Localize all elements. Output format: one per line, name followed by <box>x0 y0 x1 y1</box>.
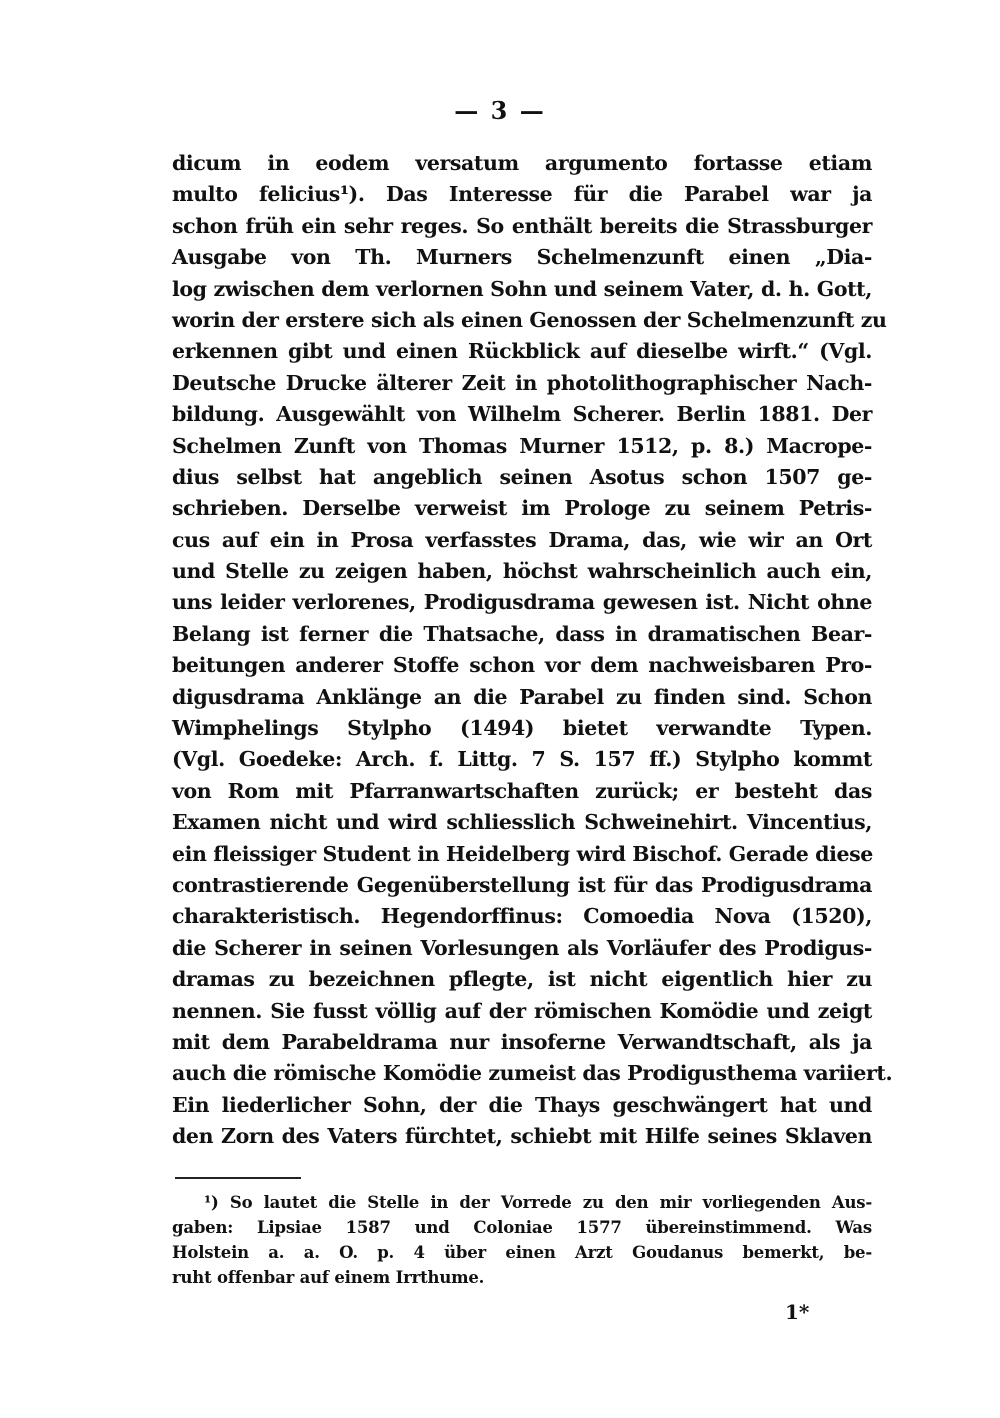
text-line: uns leider verlorenes, Prodigusdrama gewesen ist. Nicht ohne <box>172 590 872 615</box>
text-line: mit dem Parabeldrama nur insoferne Verwandtschaft, als ja <box>172 1029 872 1054</box>
text-line: Wimphelings Stylpho (1494) bietet verwandte Typen. <box>172 716 872 741</box>
text-line: nennen. Sie fusst völlig auf der römischen Komödie und zeigt <box>172 998 872 1023</box>
text-line: (Vgl. Goedeke: Arch. f. Littg. 7 S. 157 ff.) Stylpho kommt <box>172 747 872 772</box>
text-line: Schelmen Zunft von Thomas Murner 1512, p. 8.) Macrope- <box>172 433 872 458</box>
footnote-line: Holstein a. a. O. p. 4 über einen Arzt Goudanus bemerkt, be- <box>172 1243 872 1262</box>
text-line: beitungen anderer Stoffe schon vor dem nachweisbaren Pro- <box>172 653 872 678</box>
text-line: Ein liederlicher Sohn, der die Thays geschwängert hat und <box>172 1092 872 1117</box>
text-line: Ausgabe von Th. Murners Schelmenzunft einen „Dia- <box>172 245 872 270</box>
text-line: charakteristisch. Hegendorffinus: Comoedia Nova (1520), <box>172 904 872 929</box>
page-number: — 3 — <box>454 96 546 125</box>
text-line: digusdrama Anklänge an die Parabel zu finden sind. Schon <box>172 684 872 709</box>
text-line: den Zorn des Vaters fürchtet, schiebt mit Hilfe seines Sklaven <box>172 1124 872 1149</box>
text-line: die Scherer in seinen Vorlesungen als Vorläufer des Prodigus- <box>172 935 872 960</box>
text-line: dius selbst hat angeblich seinen Asotus schon 1507 ge- <box>172 464 872 489</box>
text-line: Belang ist ferner die Thatsache, dass in dramatischen Bear- <box>172 621 872 646</box>
text-line: auch die römische Komödie zumeist das Prodigusthema variiert. <box>172 1061 893 1086</box>
footnote <box>172 1190 872 1290</box>
text-line: ein fleissiger Student in Heidelberg wird Bischof. Gerade diese <box>172 841 873 866</box>
text-line: schrieben. Derselbe verweist im Prologe zu seinem Petris- <box>172 496 872 521</box>
text-line: worin der erstere sich als einen Genossen der Schelmenzunft zu <box>172 307 887 332</box>
text-line: von Rom mit Pfarranwartschaften zurück; er besteht das <box>172 778 872 803</box>
text-line: erkennen gibt und einen Rückblick auf dieselbe wirft.“ (Vgl. <box>172 339 872 364</box>
text-line: contrastierende Gegenüberstellung ist für das Prodigusdrama <box>172 872 872 897</box>
text-line: Deutsche Drucke älterer Zeit in photolithographischer Nach- <box>172 370 872 395</box>
footnote-line: ruht offenbar auf einem Irrthume. <box>172 1268 485 1287</box>
text-line: und Stelle zu zeigen haben, höchst wahrscheinlich auch ein, <box>172 559 872 584</box>
text-line: dicum in eodem versatum argumento fortasse etiam <box>172 151 872 175</box>
footnote-line: ¹) So lautet die Stelle in der Vorrede zu den mir vorliegenden Aus- <box>204 1193 872 1212</box>
text-line: multo felicius¹). Das Interesse für die Parabel war ja <box>172 182 872 207</box>
signature-mark: 1* <box>785 1300 810 1324</box>
footnote-rule <box>175 1177 301 1179</box>
text-line: Examen nicht und wird schliesslich Schweinehirt. Vincentius, <box>172 810 872 835</box>
text-line: log zwischen dem verlornen Sohn und seinem Vater, d. h. Gott, <box>172 276 872 301</box>
body-text <box>172 148 893 1153</box>
text-line: cus auf ein in Prosa verfasstes Drama, das, wie wir an Ort <box>172 527 872 552</box>
text-line: dramas zu bezeichnen pflegte, ist nicht eigentlich hier zu <box>172 967 872 992</box>
footnote-line: gaben: Lipsiae 1587 und Coloniae 1577 übereinstimmend. Was <box>172 1218 872 1237</box>
text-line: bildung. Ausgewählt von Wilhelm Scherer. Berlin 1881. Der <box>172 402 872 427</box>
text-line: schon früh ein sehr reges. So enthält bereits die Strassburger <box>172 213 872 238</box>
